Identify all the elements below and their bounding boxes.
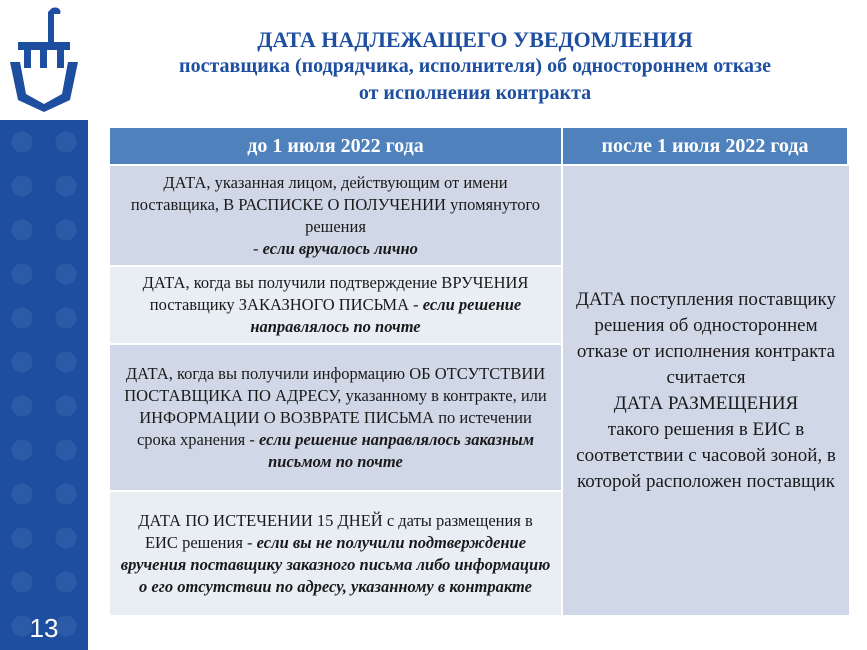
row-text: ДАТА ПО ИСТЕЧЕНИИ 15 ДНЕЙ с даты размещения в ЕИС решения -: [138, 510, 533, 552]
sidebar-band: [0, 120, 88, 650]
table-header-after: после 1 июля 2022 года: [563, 128, 849, 164]
table-row-hand-delivery: [110, 164, 563, 265]
row-prefix: -: [249, 429, 259, 449]
row-text: ДАТА, указанная лицом, действующим от имени поставщика, В РАСПИСКЕ О ПОЛУЧЕНИИ упомянутого решения: [130, 172, 541, 236]
rule-line-3: такого решения в ЕИС в соответствии с часовой зоной, в которой расположен поставщик: [576, 418, 836, 492]
title-line-2: поставщика (подрядчика, исполнителя) об одностороннем отказе: [179, 55, 771, 77]
rule-line-2: ДАТА РАЗМЕЩЕНИЯ: [613, 392, 799, 414]
rule-line-1: ДАТА поступления поставщику решения об одностороннем отказе от исполнения контракта считается: [576, 288, 836, 388]
table-cell-after-rule: [563, 164, 849, 615]
table-row-15-days: [110, 490, 563, 615]
table-header-before: до 1 июля 2022 года: [110, 128, 563, 164]
row-emphasis: если вы не получили подтверждение вручения поставщику заказного письма либо информацию о его отсутствии по адресу, указанному в контракте: [120, 532, 551, 596]
table-row-registered-mail: [110, 265, 563, 343]
title-line-3: от исполнения контракта: [358, 82, 592, 104]
title-line-1: ДАТА НАДЛЕЖАЩЕГО УВЕДОМЛЕНИЯ: [257, 27, 693, 52]
row-text: ДАТА, когда вы получили подтверждение ВРУЧЕНИЯ поставщику ЗАКАЗНОГО ПИСЬМА -: [142, 273, 529, 314]
page-title: [100, 26, 850, 107]
row-emphasis: если решение направлялось заказным письмом по почте: [259, 429, 534, 471]
table-row-absence-info: [110, 343, 563, 490]
comparison-table: [110, 128, 849, 615]
page-number: 13: [29, 613, 59, 643]
row-emphasis: если вручалось лично: [262, 238, 418, 258]
row-emphasis: если решение направлялось по почте: [250, 295, 522, 336]
row-text: ДАТА, когда вы получили информацию ОБ ОТСУТСТВИИ ПОСТАВЩИКА ПО АДРЕСУ, указанному в контракте, или ИНФОРМАЦИИ О ВОЗВРАТЕ ПИСЬМА по истечении срока хранения: [124, 363, 547, 449]
organization-logo-icon: [6, 4, 82, 112]
row-prefix: -: [253, 238, 263, 258]
